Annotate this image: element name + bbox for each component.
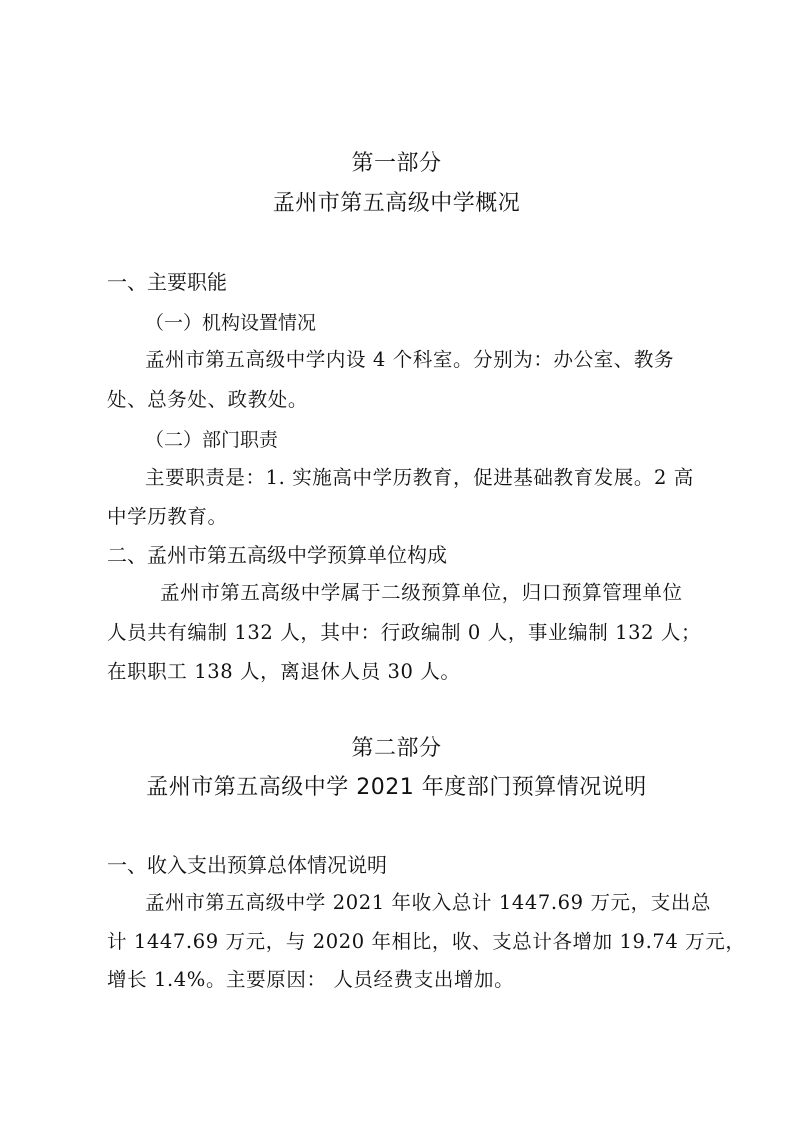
subsection-heading-org-setup: （一）机构设置情况	[145, 312, 317, 334]
section-heading-main-functions: 一、主要职能	[107, 270, 227, 294]
paragraph-line: 增长 1.4%。主要原因： 人员经费支出增加。	[107, 968, 515, 991]
paragraph-line: 处、总务处、政教处。	[107, 388, 309, 411]
subsection-heading-dept-duties: （二）部门职责	[145, 429, 279, 451]
part2-title: 孟州市第五高级中学 2021 年度部门预算情况说明	[146, 775, 647, 800]
paragraph-line: 孟州市第五高级中学内设 4 个科室。分别为：办公室、教务	[145, 348, 675, 371]
paragraph-line: 在职职工 138 人，离退休人员 30 人。	[107, 660, 461, 683]
part1-label: 第一部分	[351, 151, 442, 176]
section-heading-income-expense: 一、收入支出预算总体情况说明	[107, 853, 387, 877]
part2-label: 第二部分	[351, 736, 442, 761]
paragraph-line: 主要职责是：1. 实施高中学历教育，促进基础教育发展。2 高	[145, 466, 694, 489]
paragraph-line: 孟州市第五高级中学 2021 年收入总计 1447.69 万元，支出总	[145, 891, 712, 914]
paragraph-line: 中学历教育。	[107, 505, 228, 528]
part1-title: 孟州市第五高级中学概况	[272, 191, 521, 216]
paragraph-line: 人员共有编制 132 人，其中：行政编制 0 人，事业编制 132 人；	[107, 621, 702, 644]
section-heading-budget-units: 二、孟州市第五高级中学预算单位构成	[107, 543, 447, 567]
paragraph-line: 计 1447.69 万元，与 2020 年相比，收、支总计各增加 19.74 万元，	[107, 930, 746, 953]
paragraph-line: 孟州市第五高级中学属于二级预算单位，归口预算管理单位	[160, 581, 683, 604]
